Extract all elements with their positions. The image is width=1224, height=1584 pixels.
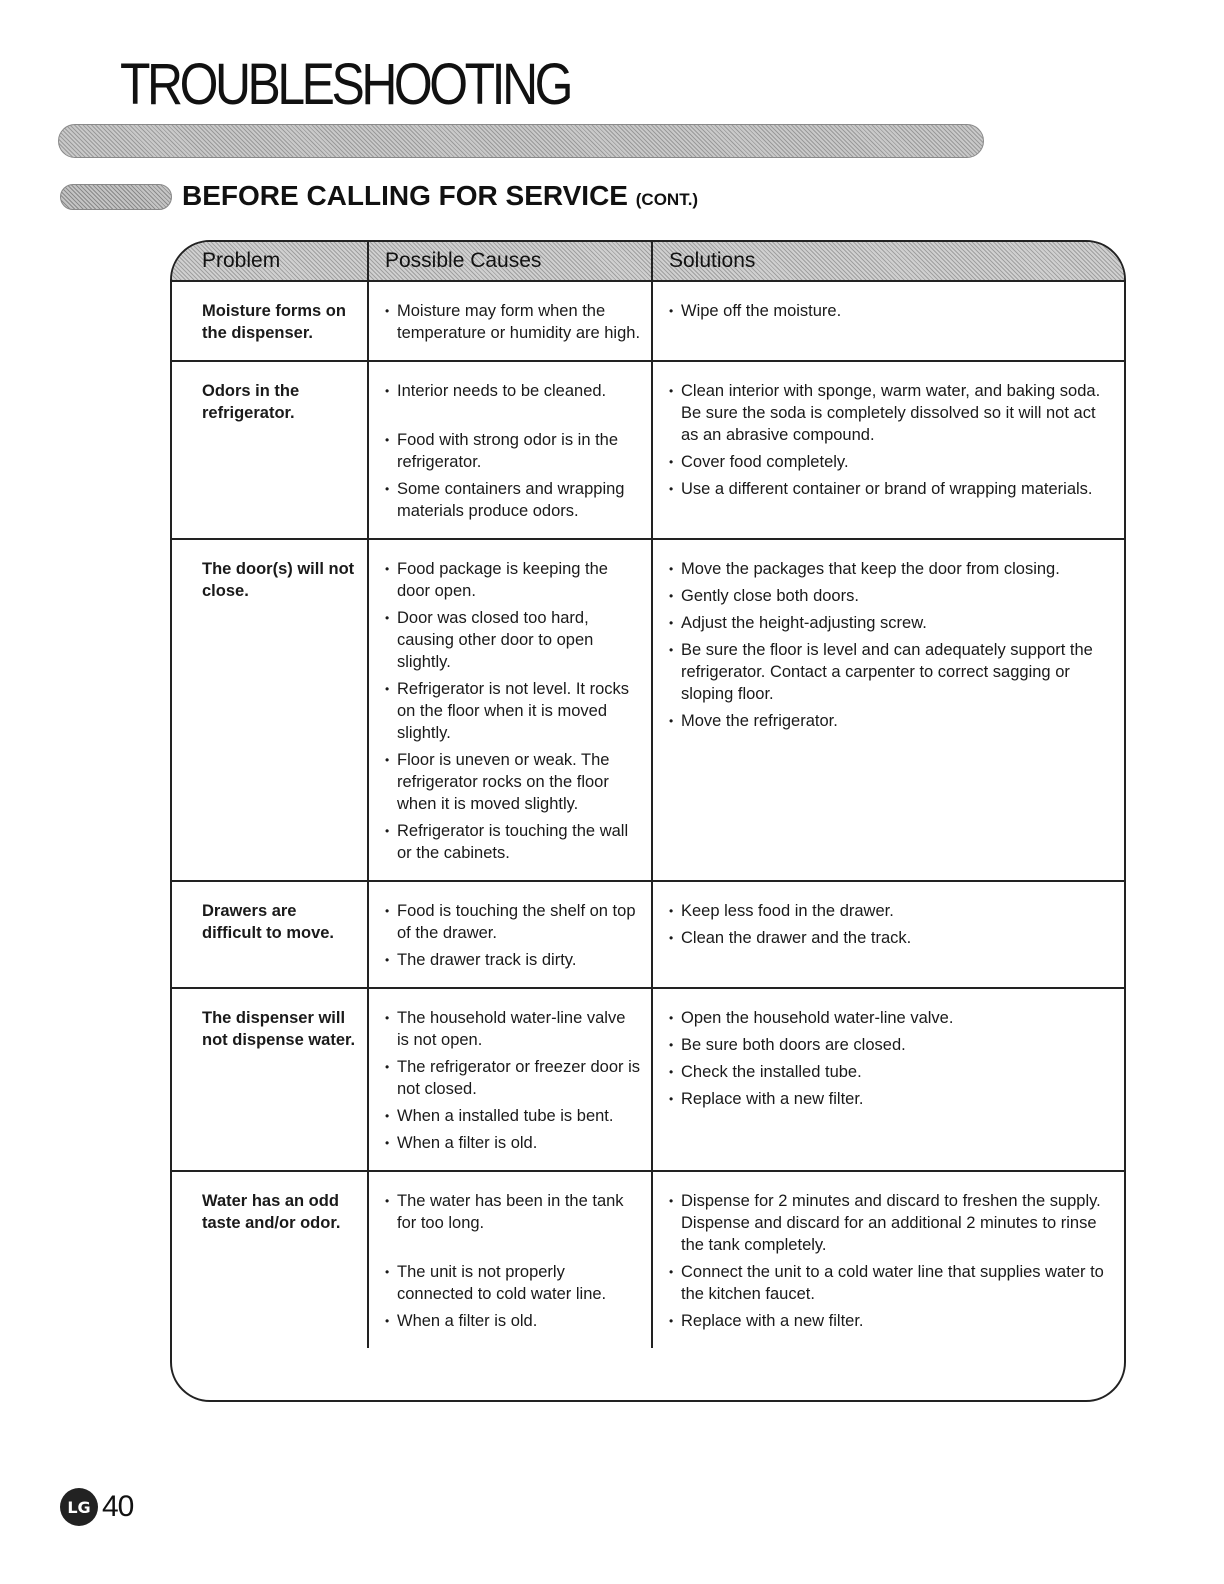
causes-cell <box>368 988 652 1171</box>
causes-list <box>385 300 641 344</box>
solution-item: • Keep less food in the drawer. <box>669 900 1114 922</box>
solution-item: • Cover food completely. <box>669 451 1114 473</box>
solutions-list <box>669 1190 1114 1332</box>
solutions-cell <box>652 881 1124 988</box>
cause-item: • The refrigerator or freezer door is not closed. <box>385 1056 641 1100</box>
causes-cell <box>368 881 652 988</box>
causes-list <box>385 558 641 864</box>
cause-item: • The drawer track is dirty. <box>385 949 641 971</box>
cause-item: • Floor is uneven or weak. The refrigerator rocks on the floor when it is moved slightly. <box>385 749 641 815</box>
section-decorative-pill <box>60 184 172 210</box>
solution-item: • Dispense for 2 minutes and discard to freshen the supply. Dispense and discard for an additional 2 minutes to rinse the tank completely. <box>669 1190 1114 1256</box>
column-header-solutions: Solutions <box>652 242 1124 281</box>
solution-item: • Use a different container or brand of wrapping materials. <box>669 478 1114 500</box>
title-decorative-bar <box>58 124 984 158</box>
lg-logo-icon: LG <box>60 1488 98 1526</box>
solutions-cell <box>652 1171 1124 1348</box>
column-header-causes: Possible Causes <box>368 242 652 281</box>
table-row <box>172 361 1124 539</box>
solutions-cell <box>652 281 1124 361</box>
solutions-cell <box>652 539 1124 881</box>
solution-item: • Replace with a new filter. <box>669 1088 1114 1110</box>
cause-item: • Food package is keeping the door open. <box>385 558 641 602</box>
page-number: 40 <box>102 1490 134 1523</box>
section-heading <box>182 180 698 212</box>
solution-item: • Wipe off the moisture. <box>669 300 1114 322</box>
cause-item: • Some containers and wrapping materials produce odors. <box>385 478 641 522</box>
solutions-list <box>669 1007 1114 1110</box>
cause-item: • Interior needs to be cleaned. <box>385 380 641 402</box>
cause-item: • When a filter is old. <box>385 1132 641 1154</box>
page-footer <box>60 1488 133 1526</box>
cause-item: • The unit is not properly connected to cold water line. <box>385 1261 641 1305</box>
cause-item: • The water has been in the tank for too long. <box>385 1190 641 1234</box>
solutions-list <box>669 558 1114 732</box>
troubleshooting-table <box>170 240 1126 1402</box>
solution-item: • Gently close both doors. <box>669 585 1114 607</box>
solution-item: • Adjust the height-adjusting screw. <box>669 612 1114 634</box>
causes-cell <box>368 281 652 361</box>
cause-item: • Food with strong odor is in the refrigerator. <box>385 429 641 473</box>
solutions-list <box>669 380 1114 500</box>
table-row <box>172 881 1124 988</box>
causes-list <box>385 1007 641 1154</box>
solution-item: • Connect the unit to a cold water line that supplies water to the kitchen faucet. <box>669 1261 1114 1305</box>
causes-cell <box>368 1171 652 1348</box>
table-row <box>172 1171 1124 1348</box>
solution-item: • Check the installed tube. <box>669 1061 1114 1083</box>
solution-item: • Replace with a new filter. <box>669 1310 1114 1332</box>
solution-item: • Move the packages that keep the door from closing. <box>669 558 1114 580</box>
cause-item: • When a filter is old. <box>385 1310 641 1332</box>
causes-list <box>385 380 641 522</box>
table-row <box>172 539 1124 881</box>
table-row <box>172 988 1124 1171</box>
problem-cell: The dispenser will not dispense water. <box>172 988 368 1171</box>
cause-item: • Refrigerator is not level. It rocks on the floor when it is moved slightly. <box>385 678 641 744</box>
problem-cell: The door(s) will not close. <box>172 539 368 881</box>
solution-item: • Open the household water-line valve. <box>669 1007 1114 1029</box>
cause-item: • Moisture may form when the temperature or humidity are high. <box>385 300 641 344</box>
problem-cell: Odors in the refrigerator. <box>172 361 368 539</box>
section-heading-suffix: (CONT.) <box>635 190 699 209</box>
causes-cell <box>368 539 652 881</box>
solution-item: • Clean interior with sponge, warm water, and baking soda. Be sure the soda is completely dissolved so it will not act as an abrasive compound. <box>669 380 1114 446</box>
solutions-cell <box>652 361 1124 539</box>
section-heading-text: BEFORE CALLING FOR SERVICE <box>182 180 628 211</box>
solution-item: • Clean the drawer and the track. <box>669 927 1114 949</box>
problem-cell: Moisture forms on the dispenser. <box>172 281 368 361</box>
column-header-problem: Problem <box>172 242 368 281</box>
page-title: TROUBLESHOOTING <box>120 52 571 117</box>
causes-list <box>385 900 641 971</box>
solutions-list <box>669 900 1114 949</box>
solutions-cell <box>652 988 1124 1171</box>
cause-item: • The household water-line valve is not open. <box>385 1007 641 1051</box>
cause-item: • Food is touching the shelf on top of the drawer. <box>385 900 641 944</box>
solutions-list <box>669 300 1114 322</box>
cause-item: • Door was closed too hard, causing other door to open slightly. <box>385 607 641 673</box>
causes-cell <box>368 361 652 539</box>
problem-cell: Water has an odd taste and/or odor. <box>202 1192 341 1232</box>
table-row <box>172 281 1124 361</box>
solution-item: • Move the refrigerator. <box>669 710 1114 732</box>
causes-list <box>385 1190 641 1332</box>
solution-item: • Be sure the floor is level and can adequately support the refrigerator. Contact a carpenter to correct sagging or sloping floor. <box>669 639 1114 705</box>
table-header-row <box>172 242 1124 281</box>
cause-item: • Refrigerator is touching the wall or the cabinets. <box>385 820 641 864</box>
cause-item: • When a installed tube is bent. <box>385 1105 641 1127</box>
problem-cell: Drawers are difficult to move. <box>172 881 368 988</box>
solution-item: • Be sure both doors are closed. <box>669 1034 1114 1056</box>
